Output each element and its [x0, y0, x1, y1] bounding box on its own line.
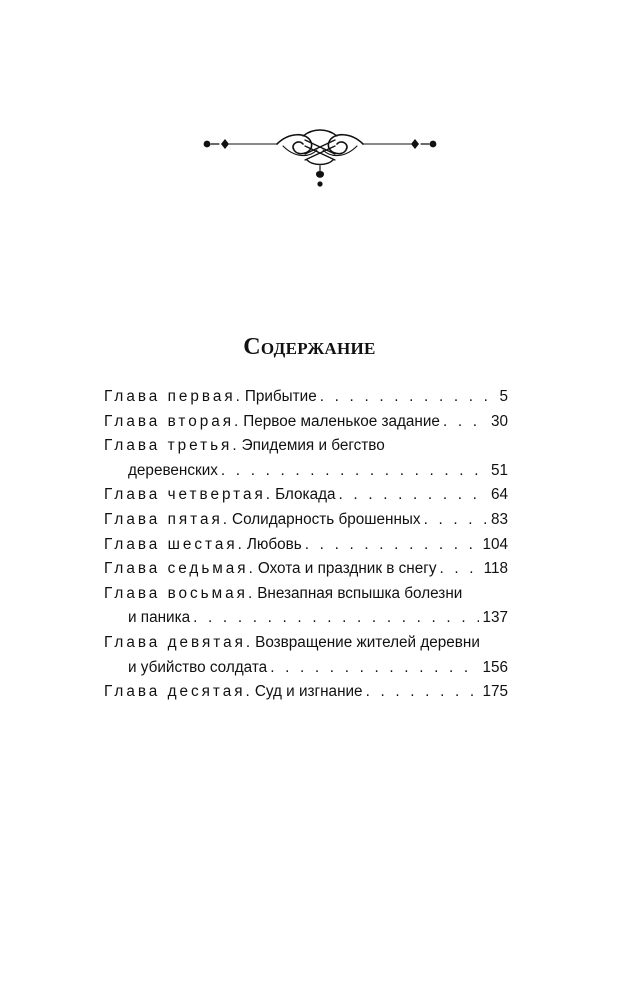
dot-leader [439, 557, 480, 582]
chapter-title: Первое маленькое задание [243, 412, 440, 430]
toc-entry [104, 533, 508, 558]
chapter-title: Солидарность брошенных [232, 510, 421, 528]
chapter-label: Глава четвертая. [104, 486, 274, 504]
chapter-title: деревенских [128, 461, 218, 479]
toc-line [104, 557, 508, 582]
toc-line [104, 582, 508, 607]
table-of-contents [104, 385, 508, 705]
chapter-title: Эпидемия и бегство [241, 437, 385, 455]
chapter-label: Глава первая. [104, 388, 243, 405]
chapter-title: Охота и праздник в снегу [257, 560, 437, 578]
toc-line [104, 631, 508, 656]
page-title: Содержание [243, 334, 376, 360]
chapter-title: Возвращение жителей деревни [255, 633, 480, 651]
toc-line [104, 533, 508, 558]
toc-line [104, 656, 508, 681]
page-number: 30 [490, 412, 508, 430]
chapter-label: Глава девятая. [104, 633, 254, 651]
chapter-title: и убийство солдата [128, 658, 268, 676]
toc-line [104, 606, 508, 631]
toc-line [104, 483, 508, 508]
flourish-ornament-icon [199, 124, 441, 190]
chapter-label: Глава вторая. [104, 412, 242, 430]
toc-entry [104, 508, 508, 533]
chapter-label: Глава пятая. [104, 510, 231, 528]
dot-leader [270, 656, 479, 681]
dot-leader [193, 606, 479, 631]
chapter-label: Глава десятая. [104, 683, 253, 701]
page-number: 64 [490, 486, 508, 504]
page-number: 104 [482, 535, 508, 553]
chapter-title: Суд и изгнание [254, 683, 363, 701]
page-number: 175 [482, 683, 508, 701]
toc-entry [104, 582, 508, 631]
toc-entry [104, 410, 508, 435]
chapter-title: Блокада [275, 486, 336, 504]
toc-entry [104, 631, 508, 680]
chapter-label: Глава третья. [104, 437, 240, 455]
toc-line [104, 385, 508, 410]
page-number: 83 [490, 510, 508, 528]
dot-leader [305, 533, 480, 558]
toc-line [104, 434, 508, 459]
page-number: 118 [483, 560, 508, 578]
page-number: 156 [482, 658, 508, 676]
toc-entry [104, 483, 508, 508]
toc-line [104, 459, 508, 484]
dot-leader [221, 459, 488, 484]
toc-entry [104, 434, 508, 483]
page-number: 5 [499, 388, 508, 405]
dot-leader [366, 680, 480, 705]
chapter-title: и паника [128, 609, 191, 627]
dot-leader [339, 483, 488, 508]
toc-line [104, 680, 508, 705]
toc-line [104, 410, 508, 435]
dot-leader [424, 508, 488, 533]
chapter-label: Глава седьмая. [104, 560, 256, 578]
chapter-title: Внезапная вспышка болезни [257, 584, 463, 602]
dot-leader [320, 385, 497, 410]
toc-entry [104, 557, 508, 582]
chapter-label: Глава шестая. [104, 535, 245, 553]
chapter-title: Любовь [246, 535, 302, 553]
toc-entry [104, 680, 508, 705]
page-number: 51 [490, 461, 508, 479]
toc-entry [104, 385, 508, 410]
toc-line [104, 508, 508, 533]
page-number: 137 [482, 609, 508, 627]
chapter-label: Глава восьмая. [104, 584, 256, 602]
dot-leader [443, 410, 488, 435]
chapter-title: Прибытие [244, 388, 317, 405]
